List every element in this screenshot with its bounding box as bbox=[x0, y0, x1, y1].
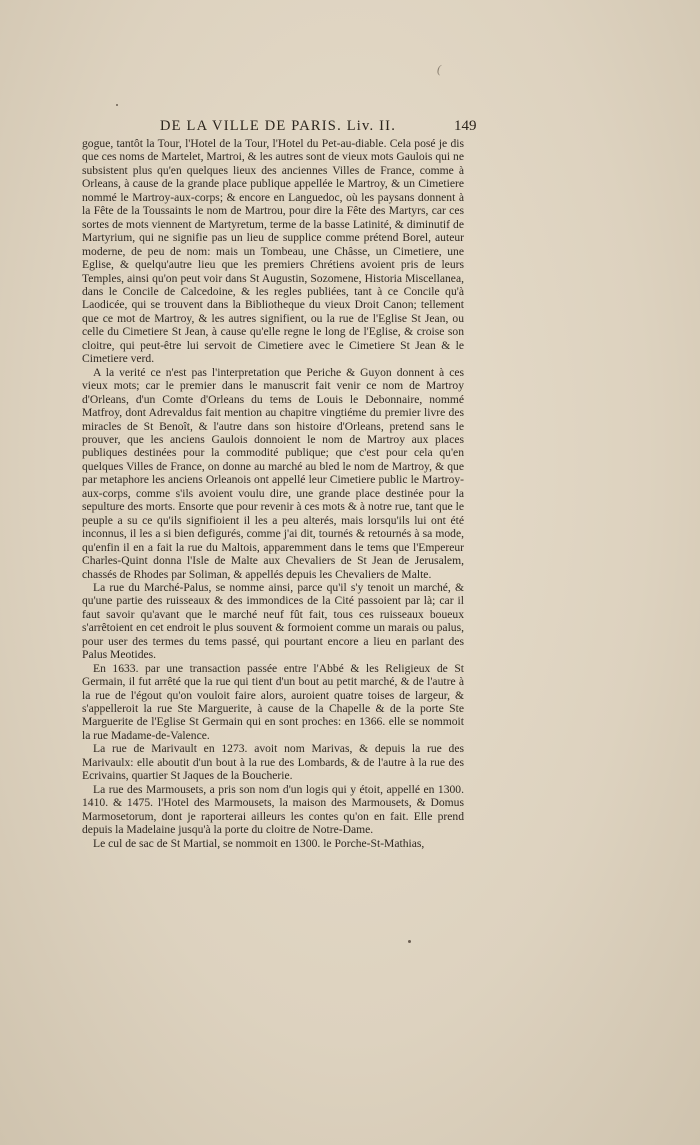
paragraph: La rue des Marmousets, a pris son nom d'un logis qui y étoit, appellé en 1300. 1410. & 1475. l'Hotel des Marmousets, la maison des Marmousets, & Domus Marmosetorum, dont je raporterai ailleurs les contes qu'on en fait. Elle prend depuis la Madelaine jusqu'à la porte du cloitre de Notre-Dame. bbox=[82, 782, 464, 837]
paper-speck bbox=[408, 940, 411, 943]
page-number: 149 bbox=[454, 118, 477, 134]
paragraph: gogue, tantôt la Tour, l'Hotel de la Tour, l'Hotel du Pet-au-diable. Cela posé je dis que ces noms de Martelet, Martroi, & les autres sont de vieux mots Gaulois qui ne subsistent plus qu'en quelques lieux des anciennes Villes de France, comme à Orleans, à cause de la grande place publique appellée le Martroy, & un Cimetiere nommé le Martroy-aux-corps; & encore en Languedoc, où les paysans donnent à la Fête de la Toussaints le nom de Martrou, pour dire la Fête des Martyrs, car ces sortes de mots viennent de Martyretum, terme de la basse Latinité, & diminutif de Martyrium, qui ne signifie pas un lieu de supplice comme prétend Borel, auteur moderne, de peu de nom: mais un Tombeau, une Châsse, un Cimetiere, une Eglise, & quelqu'autre lieu que les premiers Chrétiens avoient pris de leurs Temples, ainsi qu'on peut voir dans St Augustin, Sozomene, Historia Miscellanea, dans le Concile de Calcedoine, & les regles publiées, tant à ce Concile qu'à Laodicée, qui se trouvent dans la Bibliotheque du vieux Droit Canon; tellement que ce mot de Martroy, & les autres signifient, ou la rue de l'Eglise St Jean, ou celle du Cimetiere St Jean, à cause qu'elle regne le long de l'Eglise, & croise son cloitre, qui peut-être lui servoit de Cimetiere avec le Cimetiere St Jean & le Cimetiere verd. bbox=[82, 137, 464, 366]
paragraph: Le cul de sac de St Martial, se nommoit en 1300. le Porche-St-Mathias, bbox=[93, 836, 425, 850]
paragraph: A la verité ce n'est pas l'interpretation que Periche & Guyon donnent à ces vieux mots; car le premier dans le manuscrit fait venir ce nom de Martroy d'Orleans, d'un Comte d'Orleans du tems de Louis le Debonnaire, nommé Matfroy, dont Adrevaldus fait mention au chapitre vingtiéme du premier livre des miracles de St Benoît, & l'autre dans son histoire d'Orleans, pretend sans le prouver, que les anciens Gaulois donnoient le nom de Martroy aux places publiques destinées pour la commodité publique; que c'est pour cela qu'en quelques Villes de France, on donne au marché au bled le nom de Martroy, & que par metaphore les anciens Orleanois ont appellé leur Cimetiere public le Martroy-aux-corps, comme s'ils avoient voulu dire, une grande place destinée pour la sepulture des morts. Ensorte que pour revenir à ces mots & à notre rue, tant que le peuple a su ce qu'ils signifioient il les a peu alterés, mais lorsqu'ils lui ont été inconnus, il les a si bien defigurés, comme j'ai dit, tournés & retournés à sa mode, qu'enfin il en a fait la rue du Maltois, apparemment dans le tems que l'Empereur Charles-Quint donna l'Isle de Malte aux Chevaliers de St Jean de Jerusalem, chassés de Rhodes par Soliman, & appellés depuis les Chevaliers de Malte. bbox=[82, 365, 464, 581]
running-title: DE LA VILLE DE PARIS. Liv. II. bbox=[160, 118, 397, 134]
paper-speck bbox=[116, 104, 118, 106]
paragraph: La rue de Marivault en 1273. avoit nom Marivas, & depuis la rue des Marivaulx: elle aboutit d'un bout à la rue des Lombards, & de l'autre à la rue des Ecrivains, quartier St Jaques de la Boucherie. bbox=[82, 742, 464, 783]
paragraph: La rue du Marché-Palus, se nomme ainsi, parce qu'il s'y tenoit un marché, & qu'une partie des ruisseaux & des immondices de la Cité passoient par là; car il faut savoir qu'avant que le marché neuf fût fait, tous ces ruisseaux boueux s'arrêtoient en cet endroit le plus souvent & formoient comme un marais ou palus, pour user des termes du tems passé, qui pourtant encore a lieu en parlant des Palus Meotides. bbox=[82, 580, 464, 662]
body-text bbox=[82, 137, 464, 850]
corner-mark: ( bbox=[437, 62, 441, 76]
paragraph: En 1633. par une transaction passée entre l'Abbé & les Religieux de St Germain, il fut arrêté que la rue qui tient d'un bout au petit marché, & de l'autre à la rue de l'égout qu'on vouloit faire alors, auroient quatre toises de largeur, & s'appelleroit la rue Ste Marguerite, à cause de la Chapelle & de la porte Ste Marguerite de l'Eglise St Germain qui en sont proches: en 1366. elle se nommoit la rue Madame-de-Valence. bbox=[82, 661, 464, 742]
